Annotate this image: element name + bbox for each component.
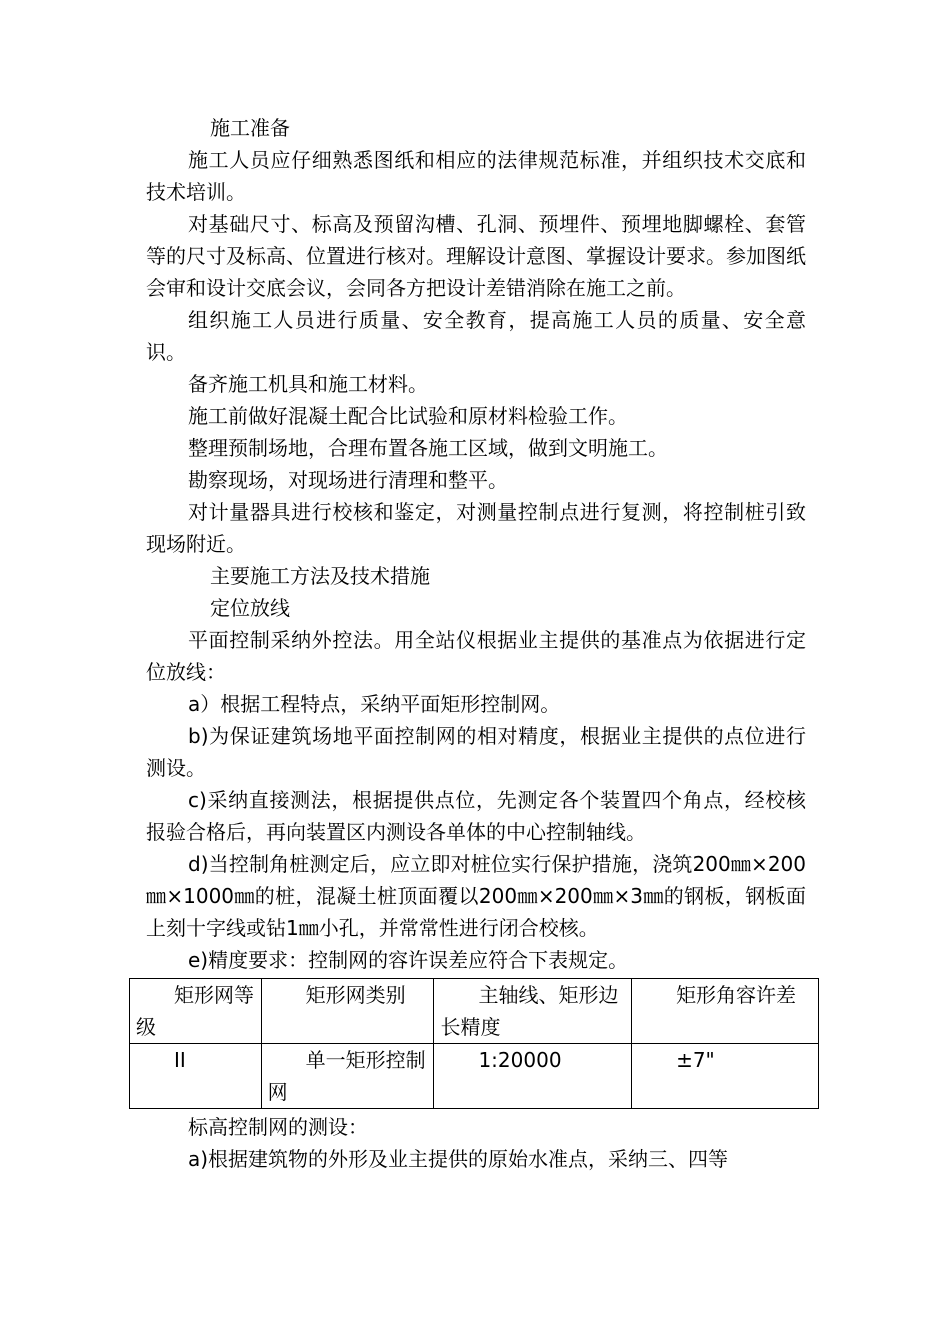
table-header-cell: 主轴线、矩形边长精度 xyxy=(434,979,632,1044)
para-prepare-tools: 备齐施工机具和施工材料。 xyxy=(188,372,428,396)
table-header-cell: 矩形网等级 xyxy=(130,979,262,1044)
table-cell: 单一矩形控制网 xyxy=(261,1044,434,1109)
heading-construction-prep: 施工准备 xyxy=(210,116,290,140)
para-elevation-control: 标高控制网的测设： xyxy=(188,1115,368,1139)
table-row xyxy=(130,1044,819,1109)
para-item-a: a）根据工程特点，采纳平面矩形控制网。 xyxy=(188,692,561,716)
para-item-c: c)采纳直接测法，根据提供点位，先测定各个装置四个角点，经校核报验合格后，再向装置区内测设各单体的中心控制轴线。 xyxy=(146,788,806,844)
table-header-cell: 矩形网类别 xyxy=(261,979,434,1044)
tolerance-table xyxy=(129,978,819,1109)
para-check-dimensions: 对基础尺寸、标高及预留沟槽、孔洞、预埋件、预埋地脚螺栓、套管等的尺寸及标高、位置进行核对。理解设计意图、掌握设计要求。参加图纸会审和设计交底会议，会同各方把设计差错消除在施工之前。 xyxy=(146,212,806,300)
table-cell: II xyxy=(130,1044,262,1109)
para-item-d: d)当控制角桩测定后，应立即对桩位实行保护措施，浇筑200㎜×200㎜×1000㎜的桩，混凝土桩顶面覆以200㎜×200㎜×3㎜的钢板，钢板面上刻十字线或钻1㎜小孔，并常常性进行闭合校核。 xyxy=(146,852,806,940)
table-cell: 1:20000 xyxy=(434,1044,632,1109)
table-header-row xyxy=(130,979,819,1044)
para-elevation-item-a: a)根据建筑物的外形及业主提供的原始水准点，采纳三、四等 xyxy=(188,1147,729,1171)
para-study-drawings: 施工人员应仔细熟悉图纸和相应的法律规范标准，并组织技术交底和技术培训。 xyxy=(146,148,806,204)
para-site-survey: 勘察现场，对现场进行清理和整平。 xyxy=(188,468,508,492)
para-site-layout: 整理预制场地，合理布置各施工区域，做到文明施工。 xyxy=(188,436,668,460)
heading-positioning: 定位放线 xyxy=(210,596,290,620)
para-safety-education: 组织施工人员进行质量、安全教育，提高施工人员的质量、安全意识。 xyxy=(146,308,806,364)
para-item-b: b)为保证建筑场地平面控制网的相对精度，根据业主提供的点位进行测设。 xyxy=(146,724,806,780)
table-cell: ±7" xyxy=(632,1044,819,1109)
heading-main-methods: 主要施工方法及技术措施 xyxy=(210,564,430,588)
para-calibrate-instruments: 对计量器具进行校核和鉴定，对测量控制点进行复测，将控制桩引致现场附近。 xyxy=(146,500,806,556)
document-page xyxy=(136,112,806,1175)
para-plane-control: 平面控制采纳外控法。用全站仪根据业主提供的基准点为依据进行定位放线： xyxy=(146,628,806,684)
table-header-cell: 矩形角容许差 xyxy=(632,979,819,1044)
para-item-e: e)精度要求：控制网的容许误差应符合下表规定。 xyxy=(188,948,629,972)
para-concrete-test: 施工前做好混凝土配合比试验和原材料检验工作。 xyxy=(188,404,628,428)
